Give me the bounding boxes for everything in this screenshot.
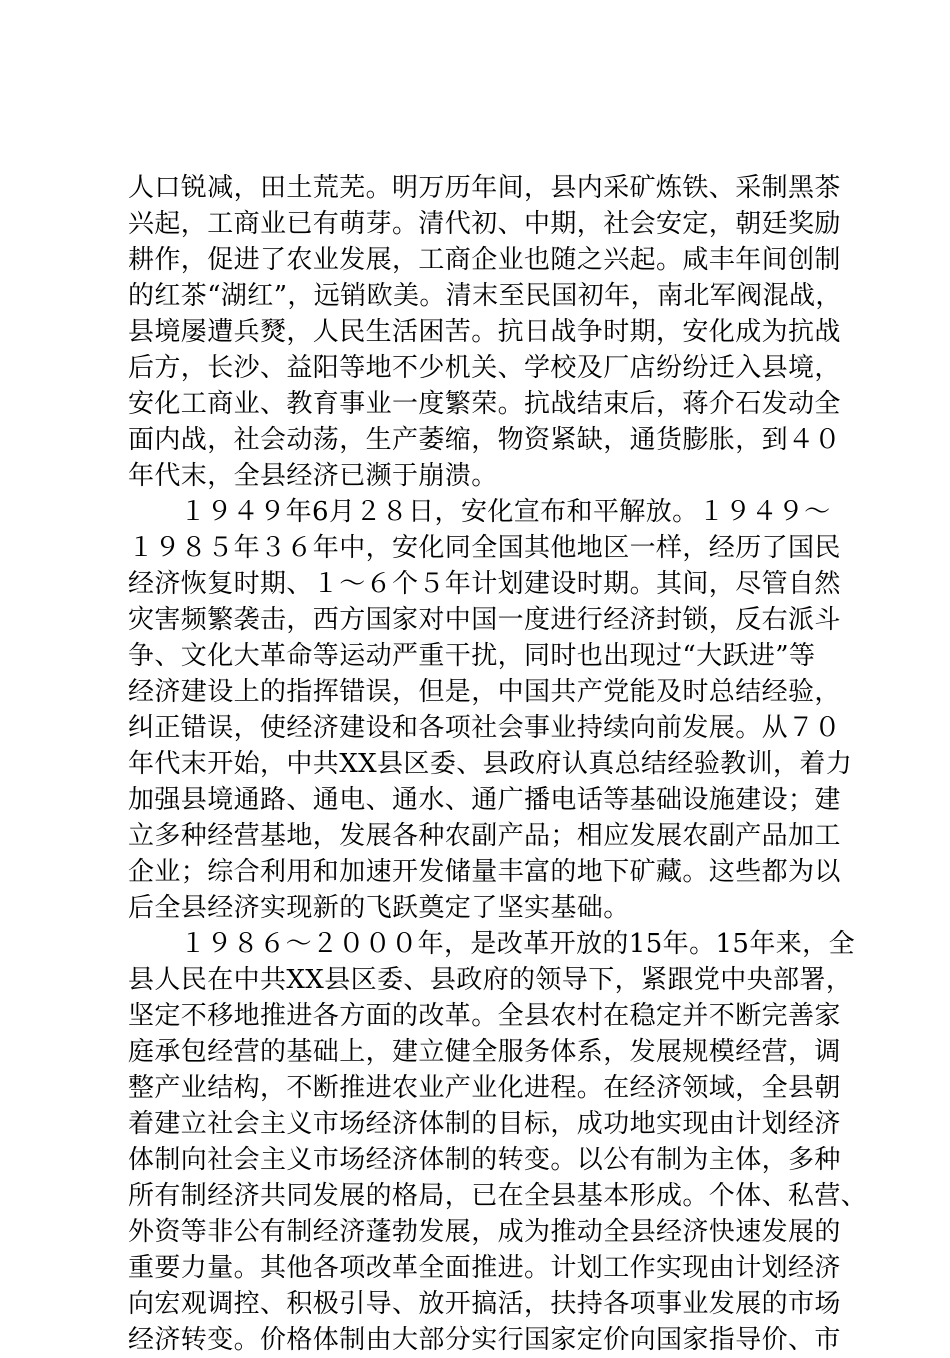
- text-line: 向宏观调控、积极引导、放开搞活，扶持各项事业发展的市场: [128, 1289, 841, 1319]
- text-line: 着建立社会主义市场经济体制的目标，成功地实现由计划经济: [128, 1109, 841, 1139]
- text-line: 县境屡遭兵燹，人民生活困苦。抗日战争时期，安化成为抗战: [128, 317, 841, 347]
- text-line: １９８５年３６年中，安化同全国其他地区一样，经历了国民: [128, 533, 841, 563]
- text-line: 年代末开始，中共XX县区委、县政府认真总结经验教训，着力: [128, 749, 853, 779]
- text-line: 兴起，工商业已有萌芽。清代初、中期，社会安定，朝廷奖励: [128, 209, 841, 239]
- text-line: 后全县经济实现新的飞跃奠定了坚实基础。: [128, 893, 630, 923]
- body-text: [128, 170, 868, 1358]
- text-line: 面内战，社会动荡，生产萎缩，物资紧缺，通货膨胀，到４０: [128, 425, 841, 455]
- text-line: 体制向社会主义市场经济体制的转变。以公有制为主体，多种: [128, 1145, 841, 1175]
- text-line: 企业；综合利用和加速开发储量丰富的地下矿藏。这些都为以: [128, 857, 841, 887]
- text-line: 后方，长沙、益阳等地不少机关、学校及厂店纷纷迁入县境，: [128, 353, 841, 383]
- text-line: 外资等非公有制经济蓬勃发展，成为推动全县经济快速发展的: [128, 1217, 841, 1247]
- text-line: 经济转变。价格体制由大部分实行国家定价向国家指导价、市: [128, 1325, 841, 1355]
- text-line: 灾害频繁袭击，西方国家对中国一度进行经济封锁，反右派斗: [128, 605, 841, 635]
- text-line: 加强县境通路、通电、通水、通广播电话等基础设施建设；建: [128, 785, 841, 815]
- text-line: 庭承包经营的基础上，建立健全服务体系，发展规模经营，调: [128, 1037, 841, 1067]
- paragraph-first-line: １９４９年6月２８日，安化宣布和平解放。１９４９～: [180, 497, 831, 527]
- text-line: 立多种经营基地，发展各种农副产品；相应发展农副产品加工: [128, 821, 841, 851]
- paragraph-first-line: １９８６～２０００年，是改革开放的15年。15年来，全: [180, 929, 855, 959]
- text-line: 纠正错误，使经济建设和各项社会事业持续向前发展。从７０: [128, 713, 841, 743]
- text-line: 坚定不移地推进各方面的改革。全县农村在稳定并不断完善家: [128, 1001, 841, 1031]
- text-line: 的红茶“湖红”，远销欧美。清末至民国初年，南北军阀混战，: [128, 281, 842, 311]
- text-line: 耕作，促进了农业发展，工商企业也随之兴起。咸丰年间创制: [128, 245, 841, 275]
- text-line: 人口锐减，田土荒芜。明万历年间，县内采矿炼铁、采制黑茶: [128, 173, 841, 203]
- text-line: 经济建设上的指挥错误，但是，中国共产党能及时总结经验，: [128, 677, 841, 707]
- text-line: 重要力量。其他各项改革全面推进。计划工作实现由计划经济: [128, 1253, 841, 1283]
- text-line: 争、文化大革命等运动严重干扰，同时也出现过“大跃进”等: [128, 641, 816, 671]
- text-line: 安化工商业、教育事业一度繁荣。抗战结束后，蒋介石发动全: [128, 389, 841, 419]
- text-line: 县人民在中共XX县区委、县政府的领导下，紧跟党中央部署，: [128, 965, 853, 995]
- text-line: 整产业结构，不断推进农业产业化进程。在经济领域，全县朝: [128, 1073, 841, 1103]
- text-line: 经济恢复时期、１～６个５年计划建设时期。其间，尽管自然: [128, 569, 841, 599]
- text-line: 年代末，全县经济已濒于崩溃。: [128, 461, 498, 491]
- text-line: 所有制经济共同发展的格局，已在全县基本形成。个体、私营、: [128, 1181, 868, 1211]
